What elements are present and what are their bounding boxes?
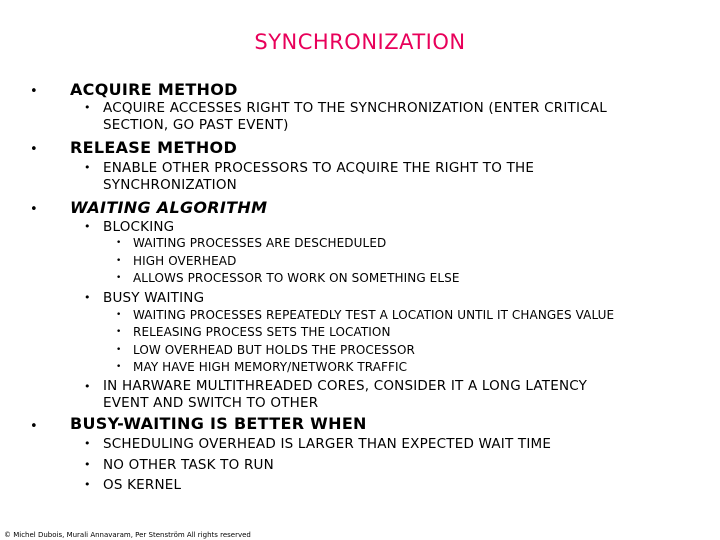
bullet-icon: • [30, 84, 38, 99]
bullet-icon: • [84, 437, 91, 450]
busy-waiting-point: RELEASING PROCESS SETS THE LOCATION [133, 325, 391, 339]
bullet-icon: • [84, 380, 91, 393]
copyright-footer: © Michel Dubois, Murali Annavaram, Per Stenström All rights reserved [4, 531, 251, 539]
slide-title: SYNCHRONIZATION [254, 30, 466, 54]
bullet-icon: • [116, 327, 122, 337]
bullet-icon: • [84, 458, 91, 471]
bullet-icon: • [84, 291, 91, 304]
busy-waiting-label: BUSY WAITING [103, 290, 205, 306]
bullet-icon: • [30, 202, 38, 217]
bullet-icon: • [116, 362, 122, 372]
hw-multithread-line1: IN HARWARE MULTITHREADED CORES, CONSIDER IT A LONG LATENCY [103, 378, 588, 394]
busy-waiting-point: LOW OVERHEAD BUT HOLDS THE PROCESSOR [133, 343, 415, 357]
bullet-icon: • [84, 161, 91, 174]
bullet-icon: • [30, 142, 38, 157]
acquire-heading: ACQUIRE METHOD [70, 80, 238, 99]
blocking-point: WAITING PROCESSES ARE DESCHEDULED [133, 236, 387, 250]
bullet-icon: • [84, 101, 91, 114]
busy-better-point: OS KERNEL [103, 477, 182, 493]
release-heading: RELEASE METHOD [70, 138, 238, 157]
acquire-desc-line1: ACQUIRE ACCESSES RIGHT TO THE SYNCHRONIZATION (ENTER CRITICAL [103, 100, 607, 116]
release-desc-line2: SYNCHRONIZATION [103, 177, 237, 193]
bullet-icon: • [30, 419, 38, 434]
bullet-icon: • [116, 345, 122, 355]
bullet-icon: • [84, 220, 91, 233]
busy-waiting-point: WAITING PROCESSES REPEATEDLY TEST A LOCATION UNTIL IT CHANGES VALUE [133, 308, 615, 322]
bullet-icon: • [116, 238, 122, 248]
blocking-point: HIGH OVERHEAD [133, 254, 237, 268]
bullet-icon: • [116, 256, 122, 266]
bullet-icon: • [116, 310, 122, 320]
busy-better-heading: BUSY-WAITING IS BETTER WHEN [70, 414, 367, 433]
blocking-point: ALLOWS PROCESSOR TO WORK ON SOMETHING ELSE [133, 271, 460, 285]
busy-better-point: SCHEDULING OVERHEAD IS LARGER THAN EXPECTED WAIT TIME [103, 436, 552, 452]
bullet-icon: • [116, 273, 122, 283]
blocking-label: BLOCKING [103, 219, 175, 235]
acquire-desc-line2: SECTION, GO PAST EVENT) [103, 117, 289, 133]
busy-better-point: NO OTHER TASK TO RUN [103, 457, 274, 473]
busy-waiting-point: MAY HAVE HIGH MEMORY/NETWORK TRAFFIC [133, 360, 408, 374]
bullet-icon: • [84, 478, 91, 491]
hw-multithread-line2: EVENT AND SWITCH TO OTHER [103, 395, 319, 411]
release-desc-line1: ENABLE OTHER PROCESSORS TO ACQUIRE THE RIGHT TO THE [103, 160, 535, 176]
waiting-heading: WAITING ALGORITHM [70, 198, 268, 217]
